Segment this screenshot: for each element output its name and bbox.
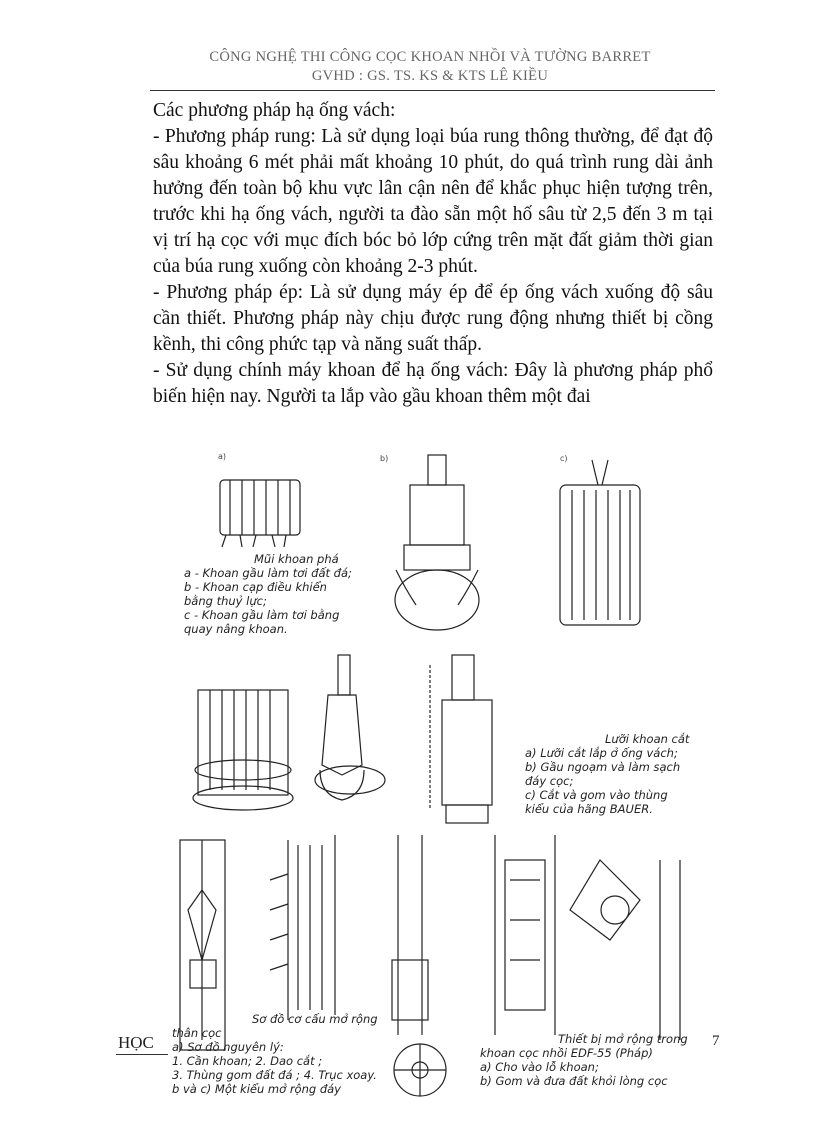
caption-reaming-mechanism: Sơ đồ cơ cấu mở rộng thân cọc a) Sơ đồ nguyên lý: 1. Cần khoan; 2. Dao cắt ; 3. Thùng gom đất đá ; 4. Trục xoay. b và c) Một kiểu mở rộng đáy: [172, 1012, 378, 1096]
casing-cutter-drawing: [193, 690, 293, 810]
page-number: 7: [712, 1033, 720, 1049]
hydraulic-cutter-drawing: [395, 455, 479, 630]
cross-section-drawing: [394, 1044, 446, 1096]
rotary-bucket-drawing: [560, 460, 640, 625]
grab-bucket-drawing: [315, 655, 385, 800]
body-text: [153, 98, 713, 410]
paragraph-vibration: - Phương pháp rung: Là sử dụng loại búa rung thông thường, để đạt độ sâu khoảng 6 mét phải mất khoảng 10 phút, do quá trình rung dài ảnh hưởng đến toàn bộ khu vực lân cận nên để khắc phục hiện tượng trên, trước khi hạ ống vách, người ta đào sẵn một hố sâu từ 2,5 đến 3 m tại vị trí hạ cọc với mục đích bóc bỏ lớp cứng trên mặt đất giảm thời gian của búa rung xuống còn khoảng 2-3 phút.: [153, 126, 713, 277]
rock-drill-bucket-drawing: [220, 480, 300, 547]
header-divider: [150, 90, 715, 91]
caption-cutting-blades: Lưỡi khoan cắt a) Lưỡi cắt lắp ở ống vách; b) Gầu ngoạm và làm sạch đáy cọc; c) Cắt và gom vào thùng kiểu của hãng BAUER.: [525, 732, 690, 816]
underreamer-drawing: [392, 835, 428, 1035]
running-header: [150, 48, 710, 86]
caption-drill-bits: Mũi khoan phá a - Khoan gầu làm tơi đất đá; b - Khoan cạp điều khiển bằng thuỷ lực; c - Khoan gầu làm tơi bằng quay nâng khoan.: [184, 552, 352, 636]
panel-letter-c: c): [560, 454, 568, 463]
caption-edf55-reamer: Thiết bị mở rộng trong khoan cọc nhồi EDF-55 (Pháp) a) Cho vào lỗ khoan; b) Gom và đưa đất khỏi lòng cọc: [480, 1032, 688, 1088]
footer-text: HỌC: [118, 1033, 154, 1052]
paragraph-drilling: - Sử dụng chính máy khoan để hạ ống vách: Đây là phương pháp phổ biến hiện nay. Người ta lắp vào gầu khoan thêm một đai: [153, 360, 713, 407]
paragraph-pressing: - Phương pháp ép: Là sử dụng máy ép để ép ống vách xuống độ sâu cần thiết. Phương pháp này chịu được rung động nhưng thiết bị cồng kềnh, thi công phức tạp và năng suất thấp.: [153, 282, 713, 355]
header-line-1: CÔNG NGHỆ THI CÔNG CỌC KHOAN NHỒI VÀ TƯỜNG BARRET: [209, 49, 651, 65]
edf55-insert-drawing: [495, 835, 555, 1035]
panel-letter-a: a): [218, 452, 227, 461]
reamer-column-drawing: [270, 835, 335, 1020]
header-line-2: GVHD : GS. TS. KS & KTS LÊ KIỀU: [311, 68, 549, 84]
footer-divider: [116, 1054, 168, 1055]
edf55-collect-drawing: [570, 860, 680, 1040]
intro-line: Các phương pháp hạ ống vách:: [153, 100, 396, 121]
panel-letter-b: b): [380, 454, 389, 463]
bauer-cutter-drawing: [430, 655, 492, 823]
drilling-tools-figure: [160, 440, 730, 1120]
